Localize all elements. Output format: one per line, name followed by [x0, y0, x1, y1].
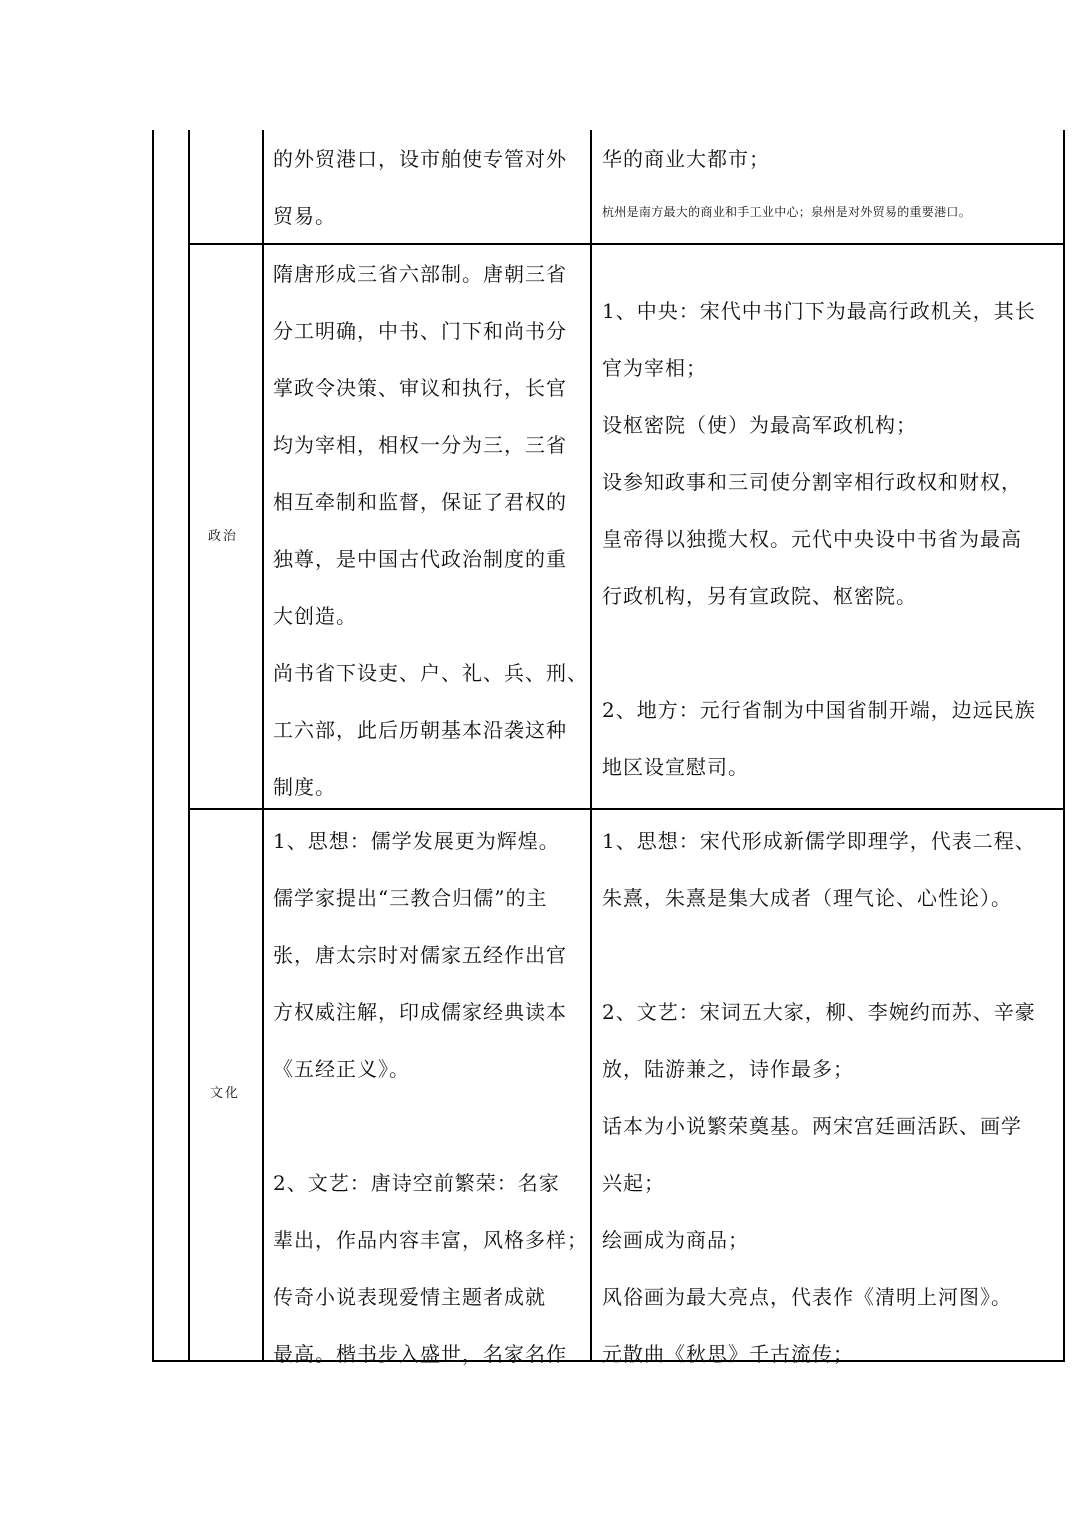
table-border-col3 [590, 130, 592, 1362]
table-border-left [152, 130, 154, 1362]
paragraph-gap [602, 927, 1060, 984]
cell-line: 2、地方：元行省制为中国省制开端，边远民族 [602, 698, 1036, 722]
cell-line: 尚书省下设吏、户、礼、兵、刑、 [273, 661, 588, 685]
table-cell-tang-politics [273, 246, 588, 816]
row-label-politics: 政治 [208, 529, 239, 544]
cell-line: 大创造。 [273, 604, 357, 628]
cell-line: 相互牵制和监督，保证了君权的 [273, 490, 567, 514]
table-cell-song-culture [602, 813, 1060, 1383]
cell-line: 设参知政事和三司使分割宰相行政权和财权， [602, 470, 1022, 494]
cell-line: 1、思想：宋代形成新儒学即理学，代表二程、 [602, 829, 1036, 853]
paragraph-gap [273, 1098, 588, 1155]
cell-line: 风俗画为最大亮点，代表作《清明上河图》。 [602, 1285, 1012, 1309]
cell-line: 最高。楷书步入盛世，名家名作 [273, 1342, 567, 1366]
cell-line: 皇帝得以独揽大权。元代中央设中书省为最高 [602, 527, 1022, 551]
cell-line: 制度。 [273, 775, 336, 799]
cell-line: 的外贸港口，设市舶使专管对外 [273, 147, 567, 171]
cell-line: 地区设宣慰司。 [602, 755, 749, 779]
cell-line: 兴起； [602, 1171, 665, 1195]
cell-line: 隋唐形成三省六部制。唐朝三省 [273, 262, 567, 286]
cell-line: 独尊，是中国古代政治制度的重 [273, 547, 567, 571]
cell-line: 2、文艺：宋词五大家，柳、李婉约而苏、辛豪 [602, 1000, 1036, 1024]
cell-line: 话本为小说繁荣奠基。两宋宫廷画活跃、画学 [602, 1114, 1022, 1138]
cell-line: 绘画成为商品； [602, 1228, 749, 1252]
cell-line: 传奇小说表现爱情主题者成就 [273, 1285, 546, 1309]
paragraph-gap [602, 625, 1060, 682]
cell-line: 方权威注解，印成儒家经典读本 [273, 1000, 567, 1024]
table-cell-song-economy [602, 131, 1060, 188]
table-cell-song-politics [602, 283, 1060, 796]
row-label-culture: 文化 [210, 1086, 241, 1101]
cell-line: 元散曲《秋思》千古流传； [602, 1342, 854, 1366]
cell-line: 辈出，作品内容丰富，风格多样； [273, 1228, 588, 1252]
table-cell-song-economy-note: 杭州是南方最大的商业和手工业中心；泉州是对外贸易的重要港口。 [602, 205, 972, 219]
table-border-col2 [262, 130, 264, 1362]
table-cell-tang-economy [273, 131, 588, 245]
cell-line: 官为宰相； [602, 356, 707, 380]
table-border-right [1063, 130, 1065, 1362]
cell-line: 儒学家提出“三教合归儒”的主 [273, 886, 548, 910]
cell-line: 分工明确，中书、门下和尚书分 [273, 319, 567, 343]
cell-line: 张，唐太宗时对儒家五经作出官 [273, 943, 567, 967]
cell-line: 1、中央：宋代中书门下为最高行政机关，其长 [602, 299, 1036, 323]
cell-line: 《五经正义》。 [273, 1057, 410, 1081]
table-border-col1 [188, 130, 190, 1362]
cell-line: 华的商业大都市； [602, 147, 770, 171]
cell-line: 2、文艺：唐诗空前繁荣：名家 [273, 1171, 560, 1195]
cell-line: 设枢密院（使）为最高军政机构； [602, 413, 917, 437]
cell-line: 工六部，此后历朝基本沿袭这种 [273, 718, 567, 742]
cell-line: 均为宰相，相权一分为三，三省 [273, 433, 567, 457]
cell-line: 放，陆游兼之，诗作最多； [602, 1057, 854, 1081]
cell-line: 掌政令决策、审议和执行，长官 [273, 376, 567, 400]
cell-line: 朱熹，朱熹是集大成者（理气论、心性论）。 [602, 886, 1012, 910]
cell-line: 行政机构，另有宣政院、枢密院。 [602, 584, 917, 608]
cell-line: 1、思想：儒学发展更为辉煌。 [273, 829, 560, 853]
cell-line: 贸易。 [273, 204, 336, 228]
table-cell-tang-culture [273, 813, 588, 1383]
